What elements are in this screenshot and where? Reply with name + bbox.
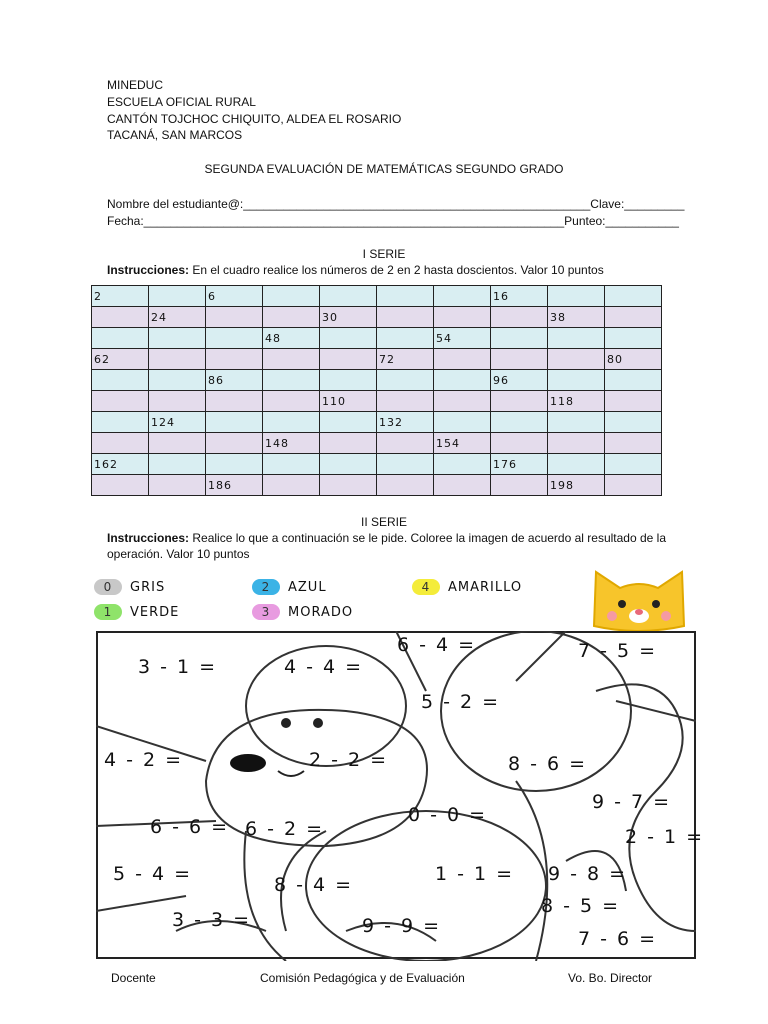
equation-7: 2 - 2 = [309, 749, 389, 771]
header-mineduc: MINEDUC [107, 78, 163, 92]
grid-cell [149, 475, 206, 496]
grid-cell [605, 391, 662, 412]
grid-cell: 186 [206, 475, 263, 496]
serie-1-instructions [107, 262, 682, 278]
grid-row [92, 307, 662, 328]
grid-cell [605, 454, 662, 475]
grid-cell [491, 391, 548, 412]
grid-cell [434, 475, 491, 496]
grid-cell [92, 328, 149, 349]
grid-cell [92, 391, 149, 412]
equation-17: 9 - 8 = [548, 863, 628, 885]
grid-cell [263, 412, 320, 433]
footer-director: Vo. Bo. Director [568, 971, 653, 985]
grid-cell [149, 454, 206, 475]
equation-1: 3 - 1 = [138, 656, 218, 678]
instructions-label: Instrucciones: [107, 531, 190, 545]
equation-19: 3 - 3 = [172, 909, 252, 931]
grid-cell [548, 349, 605, 370]
document-title: SEGUNDA EVALUACIÓN DE MATEMÁTICAS SEGUNDO GRADO [204, 162, 564, 176]
legend-badge: 4 [412, 579, 440, 595]
grid-cell: 176 [491, 454, 548, 475]
grid-cell: 48 [263, 328, 320, 349]
grid-cell [92, 475, 149, 496]
grid-cell [548, 412, 605, 433]
grid-cell [92, 412, 149, 433]
grid-cell [206, 433, 263, 454]
grid-cell [605, 475, 662, 496]
grid-cell [149, 349, 206, 370]
legend-gris [94, 579, 165, 595]
instructions-text: En el cuadro realice los números de 2 en 2 hasta doscientos. Valor 10 puntos [189, 263, 604, 277]
equation-12: 0 - 0 = [408, 804, 488, 826]
grid-cell [377, 454, 434, 475]
cat-face-icon [586, 566, 692, 632]
grid-cell [434, 307, 491, 328]
grid-cell [92, 433, 149, 454]
grid-cell: 132 [377, 412, 434, 433]
grid-cell: 54 [434, 328, 491, 349]
instructions-text: Realice lo que a continuación se le pide. Coloree la imagen de acuerdo al resultado de la operación. Valor 10 puntos [107, 531, 667, 561]
grid-cell [548, 286, 605, 307]
grid-cell [149, 370, 206, 391]
legend-label: AZUL [288, 579, 327, 595]
grid-cell [377, 475, 434, 496]
grid-cell: 148 [263, 433, 320, 454]
equation-4: 7 - 5 = [578, 640, 658, 662]
grid-cell [377, 328, 434, 349]
legend-azul [252, 579, 327, 595]
grid-cell [92, 370, 149, 391]
grid-cell [434, 349, 491, 370]
grid-cell [605, 433, 662, 454]
grid-cell [149, 286, 206, 307]
legend-label: MORADO [288, 604, 354, 620]
legend-morado [252, 604, 353, 620]
grid-cell [263, 307, 320, 328]
grid-row [92, 433, 662, 454]
legend-amarillo [412, 579, 522, 595]
grid-cell [377, 391, 434, 412]
grid-cell [320, 475, 377, 496]
grid-cell [377, 307, 434, 328]
grid-cell: 80 [605, 349, 662, 370]
equation-18: 8 - 5 = [541, 895, 621, 917]
grid-cell [320, 286, 377, 307]
grid-cell [149, 328, 206, 349]
header-municipality: TACANÁ, SAN MARCOS [107, 128, 243, 142]
equation-16: 1 - 1 = [435, 863, 515, 885]
grid-cell: 6 [206, 286, 263, 307]
grid-cell [491, 328, 548, 349]
student-name-field: Nombre del estudiante@:____________________________________________________Clave:_________ [107, 197, 685, 211]
grid-cell [434, 391, 491, 412]
grid-row [92, 391, 662, 412]
grid-cell [320, 349, 377, 370]
grid-cell [605, 286, 662, 307]
grid-cell: 30 [320, 307, 377, 328]
grid-row [92, 412, 662, 433]
grid-row [92, 349, 662, 370]
equation-13: 2 - 1 = [625, 826, 705, 848]
grid-row [92, 454, 662, 475]
grid-cell [263, 349, 320, 370]
grid-cell [206, 328, 263, 349]
grid-cell [605, 412, 662, 433]
serie-1-title: I SERIE [362, 247, 406, 261]
grid-cell [434, 370, 491, 391]
header-school: ESCUELA OFICIAL RURAL [107, 95, 256, 109]
grid-cell [377, 433, 434, 454]
number-grid [91, 285, 662, 496]
equation-6: 4 - 2 = [104, 749, 184, 771]
grid-cell [434, 412, 491, 433]
grid-cell [149, 433, 206, 454]
grid-cell [605, 307, 662, 328]
header-location: CANTÓN TOJCHOC CHIQUITO, ALDEA EL ROSARIO [107, 112, 402, 126]
grid-cell [491, 412, 548, 433]
legend-label: GRIS [130, 579, 166, 595]
grid-cell: 118 [548, 391, 605, 412]
legend-badge: 3 [252, 604, 280, 620]
grid-cell [434, 286, 491, 307]
grid-cell [149, 391, 206, 412]
grid-cell [263, 286, 320, 307]
grid-cell [548, 328, 605, 349]
grid-cell: 198 [548, 475, 605, 496]
grid-cell: 72 [377, 349, 434, 370]
footer-commission: Comisión Pedagógica y de Evaluación [260, 971, 465, 985]
grid-cell: 162 [92, 454, 149, 475]
footer-teacher: Docente [111, 971, 156, 985]
grid-cell [491, 475, 548, 496]
grid-cell: 96 [491, 370, 548, 391]
grid-cell: 110 [320, 391, 377, 412]
grid-cell [206, 454, 263, 475]
grid-row [92, 475, 662, 496]
equation-3: 6 - 4 = [397, 634, 477, 656]
equation-15: 8 - 4 = [274, 874, 354, 896]
grid-cell [491, 307, 548, 328]
equation-8: 8 - 6 = [508, 753, 588, 775]
grid-cell [377, 370, 434, 391]
equation-10: 6 - 6 = [150, 816, 230, 838]
grid-cell [320, 328, 377, 349]
grid-row [92, 286, 662, 307]
equation-21: 7 - 6 = [578, 928, 658, 950]
equation-2: 4 - 4 = [284, 656, 364, 678]
equation-11: 6 - 2 = [245, 818, 325, 840]
grid-cell [206, 349, 263, 370]
grid-cell: 62 [92, 349, 149, 370]
grid-cell [548, 454, 605, 475]
grid-cell [320, 370, 377, 391]
grid-cell [377, 286, 434, 307]
grid-cell [206, 412, 263, 433]
legend-badge: 1 [94, 604, 122, 620]
grid-cell [320, 433, 377, 454]
legend-label: AMARILLO [448, 579, 523, 595]
equation-20: 9 - 9 = [362, 915, 442, 937]
serie-2-instructions [107, 530, 682, 562]
equation-9: 9 - 7 = [592, 791, 672, 813]
grid-cell [206, 391, 263, 412]
grid-cell [320, 454, 377, 475]
legend-badge: 0 [94, 579, 122, 595]
grid-row [92, 370, 662, 391]
grid-cell: 124 [149, 412, 206, 433]
grid-cell [434, 454, 491, 475]
grid-cell [263, 370, 320, 391]
grid-cell [263, 391, 320, 412]
grid-cell [491, 433, 548, 454]
grid-cell [92, 307, 149, 328]
grid-cell [491, 349, 548, 370]
equation-5: 5 - 2 = [421, 691, 501, 713]
legend-badge: 2 [252, 579, 280, 595]
grid-row [92, 328, 662, 349]
grid-cell: 86 [206, 370, 263, 391]
serie-2-title: II SERIE [360, 515, 407, 529]
instructions-label: Instrucciones: [107, 263, 190, 277]
grid-cell: 24 [149, 307, 206, 328]
legend-label: VERDE [130, 604, 180, 620]
equation-14: 5 - 4 = [113, 863, 193, 885]
grid-cell [605, 328, 662, 349]
grid-cell [548, 433, 605, 454]
grid-cell [263, 454, 320, 475]
grid-cell: 154 [434, 433, 491, 454]
grid-cell: 2 [92, 286, 149, 307]
grid-cell [605, 370, 662, 391]
grid-cell: 38 [548, 307, 605, 328]
date-score-field: Fecha:_______________________________________________________________Punteo:___________ [107, 214, 679, 228]
legend-verde [94, 604, 179, 620]
grid-cell [263, 475, 320, 496]
grid-cell [320, 412, 377, 433]
grid-cell: 16 [491, 286, 548, 307]
grid-cell [206, 307, 263, 328]
grid-cell [548, 370, 605, 391]
